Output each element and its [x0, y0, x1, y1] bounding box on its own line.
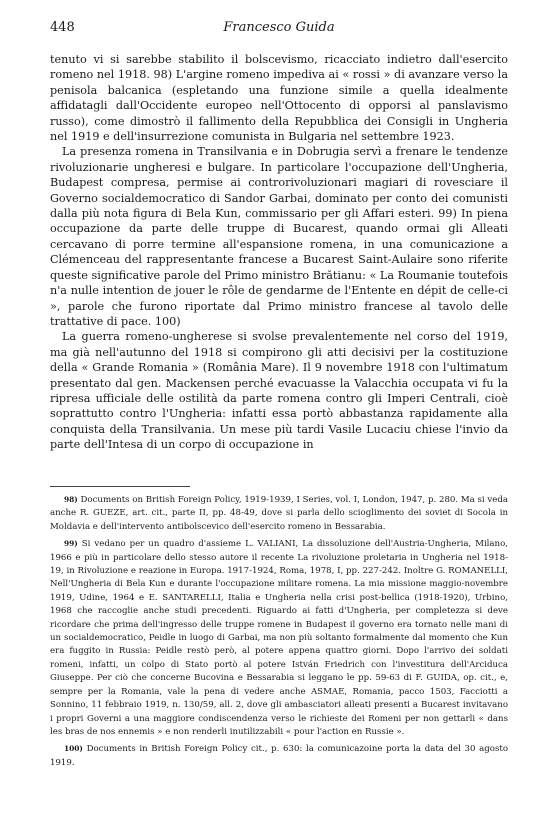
footnote-mark: 100) [64, 744, 83, 754]
running-head: Francesco Guida [223, 20, 335, 35]
footnote-mark: 98) [64, 495, 78, 504]
footnote [50, 537, 508, 739]
paragraph: tenuto vi si sarebbe stabilito il bolscevismo, ricacciato indietro dall'esercito romeno nel 1918. 98) L'argine romeno impediva ai « rossi » di avanzare verso la penisola balcanica (espletando una funzione simile a quella idealmente affidatagli dall'Occidente europeo nell'Ottocento di opporsi al panslavismo russo), come dimostrò il fallimento della Repubblica dei Consigli in Ungheria nel 1919 e dell'insurrezione comunista in Bulgaria nel settembre 1923. [50, 53, 508, 144]
paragraph: La presenza romena in Transilvania e in Dobrugia servì a frenare le tendenze rivoluzionarie ungheresi e bulgare. In particolare l'occupazione dell'Ungheria, Budapest compresa, permise ai controrivoluzionari magiari di rovesciare il Governo socialdemocratico di Sandor Garbai, dominato per conto dei comunisti dalla più nota figura di Bela Kun, commissario per gli Affari esteri. 99) In piena occupazione da parte delle truppe di Bucarest, quando ormai gli Alleati cercavano di porre termine all'espansione romena, in una comunicazione a Clémenceau del rappresentante francese a Bucarest Saint-Aulaire sono riferite queste significative parole del Primo ministro Brătianu: « La Roumanie toutefois n'a nulle intention de jouer le rôle de gendarme de l'Entente en dépit de celle-ci », parole che furono riportate dal Primo ministro francese al tavolo delle trattative di pace. 100) [50, 145, 508, 328]
footnote-mark: 99) [64, 539, 78, 549]
footnotes [50, 486, 508, 773]
page-header [50, 20, 508, 40]
footnote-text: Si vedano per un quadro d'assieme L. VALIANI, La dissoluzione dell'Austria-Ungheria, Milano, 1966 e più in particolare dello stesso autore il recente La rivoluzione proletaria in Ungheria nel 1918-19, in Rivoluzione e reazione in Europa. 1917-1924, Roma, 1978, I, pp. 227-242. Inoltre G. ROMANELLI, Nell'Ungheria di Bela Kun e durante l'occupazione militare romena. La mia missione maggio-novembre 1919, Udine, 1964 e E. SANTARELLI, Italia e Ungheria nella crisi post-bellica (1918-1920), Urbino, 1968 che raccoglie anche studi precedenti. Riguardo ai fatti d'Ungheria, per completezza si deve ricordare che prima dell'ingresso delle truppe romene in Budapest il governo era tornato nelle mani di un socialdemocratico, Peidle in luogo di Garbai, ma non più soltanto formalmente dal momento che Kun era fuggito in Russia: Peidle restò però, al potere appena quattro giorni. Dopo l'arrivo dei soldati romeni, infatti, un colpo di Stato portò al potere István Friedrich con l'investitura dell'Arciduca Giuseppe. Per ciò che concerne Bucovina e Bessarabia si leggano le pp. 59-63 di F. GUIDA, op. cit., e, sempre per la Romania, vale la pena di vedere anche ASMAE, Romania, pacco 1503, Facciotti a Sonnino, 11 febbraio 1919, n. 130/59, all. 2, dove gli ambasciatori alleati presenti a Bucarest invitavano i propri Governi a una maggiore condiscendenza verso le richieste dei Romeni per non gettarli « dans les bras de nos ennemis » e non renderli inutilizzabili « pour l'action en Russie ». [50, 539, 508, 737]
page-number: 448 [50, 20, 75, 35]
footnote-rule [50, 486, 190, 487]
footnote-text: Documents in British Foreign Policy cit., p. 630: la comunicazoine porta la data del 30 agosto 1919. [50, 744, 508, 768]
paragraph: La guerra romeno-ungherese si svolse prevalentemente nel corso del 1919, ma già nell'autunno del 1918 si compirono gli atti decisivi per la costituzione della « Grande Romania » (România Mare). Il 9 novembre 1918 con l'ultimatum presentato dal gen. Mackensen perché evacuasse la Valacchia occupata vi fu la ripresa ufficiale delle ostilità da parte romena contro gli Imperi Centrali, cioè soprattutto contro l'Ungheria: infatti essa portò abbastanza rapidamente alla conquista della Transilvania. Un mese più tardi Vasile Lucaciu chiese l'invio da parte dell'Intesa di un corpo di occupazione in [50, 330, 508, 452]
footnote [50, 742, 508, 770]
main-text [50, 52, 508, 453]
footnote [50, 493, 508, 534]
footnote-text: Documents on British Foreign Policy, 1919-1939, I Series, vol. I, London, 1947, p. 280. Ma si veda anche R. GUEZE, art. cit., parte II, pp. 48-49, dove si parla dello scioglimento dei soviet di Socola in Moldavia e dell'intervento antibolscevico dell'esercito romeno in Bessarabia. [50, 495, 508, 532]
